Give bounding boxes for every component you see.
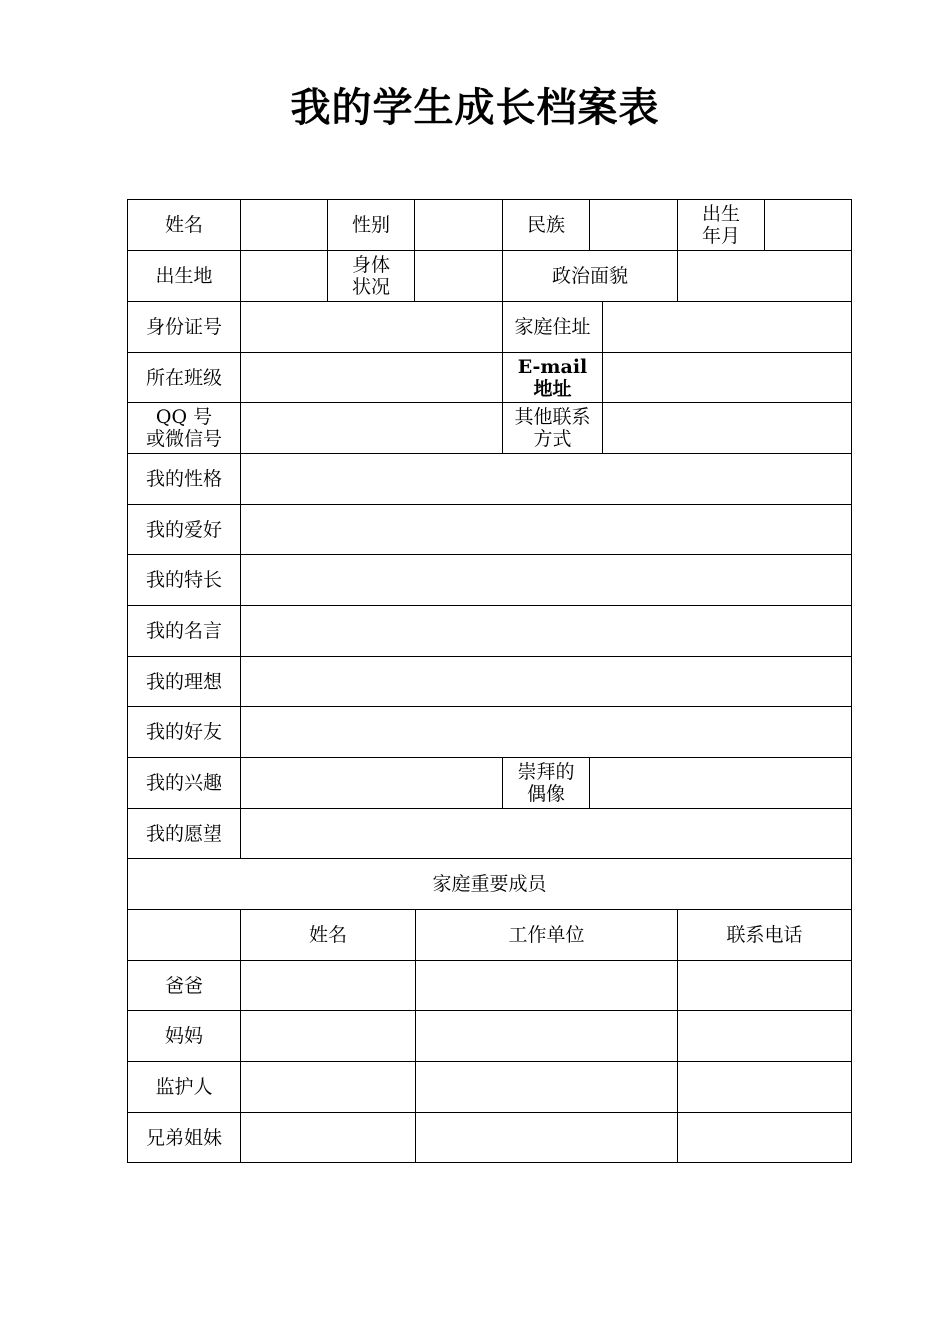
field-siblings-workplace[interactable] <box>415 1112 678 1163</box>
field-personality[interactable] <box>240 453 852 505</box>
label-ethnicity: 民族 <box>502 199 590 251</box>
field-birth-date[interactable] <box>764 199 852 251</box>
field-email[interactable] <box>602 352 852 404</box>
field-idol[interactable] <box>589 757 852 809</box>
field-other-contact[interactable] <box>602 402 852 454</box>
label-wish: 我的愿望 <box>127 808 241 860</box>
family-member-mother: 妈妈 <box>127 1010 241 1062</box>
document-title: 我的学生成长档案表 <box>290 84 660 131</box>
field-qq-wechat[interactable] <box>240 402 503 454</box>
label-ideal: 我的理想 <box>127 656 241 708</box>
label-id-number: 身份证号 <box>127 301 241 353</box>
label-interests: 我的兴趣 <box>127 757 241 809</box>
label-personality: 我的性格 <box>127 453 241 505</box>
label-class: 所在班级 <box>127 352 241 404</box>
label-birth-date: 出生 年月 <box>677 199 765 251</box>
family-member-father: 爸爸 <box>127 960 241 1012</box>
field-guardian-phone[interactable] <box>677 1061 852 1113</box>
family-member-siblings: 兄弟姐妹 <box>127 1112 241 1163</box>
family-section-title: 家庭重要成员 <box>127 858 852 910</box>
field-siblings-phone[interactable] <box>677 1112 852 1163</box>
field-siblings-name[interactable] <box>240 1112 416 1163</box>
label-name: 姓名 <box>127 199 241 251</box>
field-birthplace[interactable] <box>240 250 328 302</box>
field-name[interactable] <box>240 199 328 251</box>
label-political-status: 政治面貌 <box>502 250 678 302</box>
field-mother-workplace[interactable] <box>415 1010 678 1062</box>
field-health[interactable] <box>414 250 503 302</box>
label-idol: 崇拜的 偶像 <box>502 757 590 809</box>
field-class[interactable] <box>240 352 503 404</box>
field-motto[interactable] <box>240 605 852 657</box>
family-header-phone: 联系电话 <box>677 909 852 961</box>
field-guardian-name[interactable] <box>240 1061 416 1113</box>
student-record-form <box>127 199 852 1163</box>
field-father-workplace[interactable] <box>415 960 678 1012</box>
label-health: 身体 状况 <box>327 250 415 302</box>
field-mother-name[interactable] <box>240 1010 416 1062</box>
family-member-guardian: 监护人 <box>127 1061 241 1113</box>
label-hobbies: 我的爱好 <box>127 504 241 556</box>
label-home-address: 家庭住址 <box>502 301 603 353</box>
family-header-workplace: 工作单位 <box>415 909 678 961</box>
label-birthplace: 出生地 <box>127 250 241 302</box>
field-guardian-workplace[interactable] <box>415 1061 678 1113</box>
field-political-status[interactable] <box>677 250 852 302</box>
field-gender[interactable] <box>414 199 503 251</box>
field-id-number[interactable] <box>240 301 503 353</box>
field-mother-phone[interactable] <box>677 1010 852 1062</box>
field-father-phone[interactable] <box>677 960 852 1012</box>
label-friends: 我的好友 <box>127 706 241 758</box>
family-header-name: 姓名 <box>240 909 416 961</box>
family-header-blank <box>127 909 241 961</box>
field-ideal[interactable] <box>240 656 852 708</box>
field-wish[interactable] <box>240 808 852 860</box>
field-ethnicity[interactable] <box>589 199 678 251</box>
label-email: E-mail 地址 <box>502 352 603 404</box>
field-home-address[interactable] <box>602 301 852 353</box>
field-strengths[interactable] <box>240 554 852 606</box>
label-qq-wechat: QQ 号 或微信号 <box>127 402 241 454</box>
label-strengths: 我的特长 <box>127 554 241 606</box>
label-motto: 我的名言 <box>127 605 241 657</box>
label-gender: 性别 <box>327 199 415 251</box>
field-friends[interactable] <box>240 706 852 758</box>
label-other-contact: 其他联系 方式 <box>502 402 603 454</box>
field-father-name[interactable] <box>240 960 416 1012</box>
field-hobbies[interactable] <box>240 504 852 556</box>
field-interests[interactable] <box>240 757 503 809</box>
